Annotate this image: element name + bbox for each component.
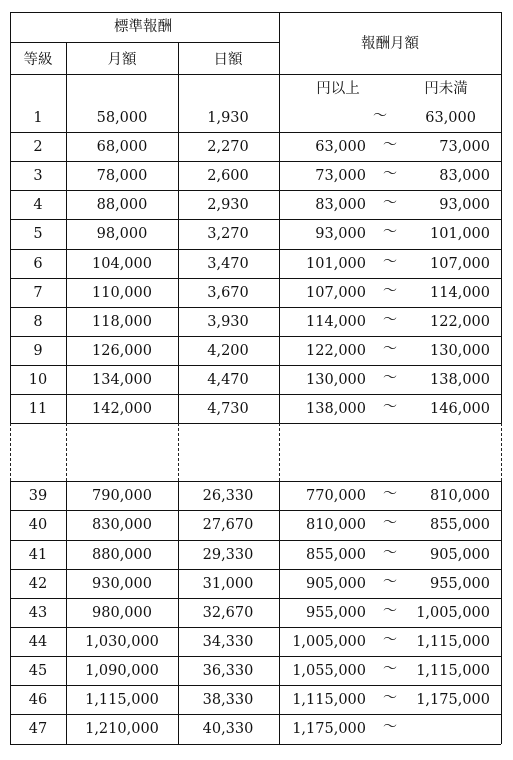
cell-daily-amount: 4,200 [207,342,249,359]
range-tilde: 〜 [373,107,387,124]
cell-grade: 9 [33,342,43,359]
table-rule [10,249,501,250]
cell-grade: 2 [33,138,43,155]
cell-grade: 10 [28,371,48,388]
cell-range-to: 1,115,000 [416,662,490,679]
cell-range-to: 130,000 [430,342,490,359]
cell-daily-amount: 26,330 [202,487,254,504]
cell-grade: 3 [33,167,43,184]
cell-monthly-amount: 98,000 [96,226,148,242]
omission-dashed-rule [178,423,179,481]
header-upper-bound-label: 円未満 [424,81,468,97]
cell-range-from: 122,000 [306,342,366,359]
cell-range-from: 1,115,000 [292,691,366,708]
cell-monthly-amount: 880,000 [92,546,152,563]
cell-daily-amount: 4,470 [207,371,249,388]
table-rule [10,394,501,395]
range-tilde: 〜 [383,398,397,415]
table-rule [10,307,501,308]
cell-daily-amount: 1,930 [207,109,249,126]
cell-monthly-amount: 110,000 [92,284,152,301]
range-tilde: 〜 [383,544,397,561]
omission-dashed-rule [501,423,502,481]
cell-grade: 6 [33,255,43,272]
cell-range-from: 1,175,000 [292,721,366,737]
cell-monthly-amount: 1,210,000 [85,721,159,737]
range-tilde: 〜 [383,515,397,531]
table-rule [10,685,501,686]
cell-daily-amount: 3,470 [207,255,249,272]
range-tilde: 〜 [383,224,397,240]
table-rule [10,161,501,162]
cell-range-from: 73,000 [315,167,366,184]
cell-range-from: 855,000 [306,546,366,563]
cell-range-from: 107,000 [306,284,366,301]
table-rule [10,336,501,337]
table-column-rule [178,42,179,423]
cell-range-to: 138,000 [430,371,490,388]
table-rule [10,598,501,599]
table-rule [10,569,501,570]
range-tilde: 〜 [383,485,397,502]
cell-grade: 4 [33,196,43,213]
cell-grade: 44 [28,633,48,650]
cell-range-to: 1,005,000 [416,604,490,621]
cell-daily-amount: 36,330 [202,662,254,679]
cell-monthly-amount: 980,000 [92,604,152,621]
range-tilde: 〜 [383,282,397,299]
cell-monthly-amount: 1,090,000 [85,662,159,679]
cell-range-from: 138,000 [306,400,366,417]
cell-range-to: 955,000 [430,575,490,592]
cell-range-to: 83,000 [439,167,490,184]
cell-monthly-amount: 1,030,000 [85,633,159,650]
table-rule [10,74,501,75]
table-rule [10,42,279,43]
cell-range-to: 855,000 [430,517,490,533]
cell-daily-amount: 32,670 [202,604,254,621]
cell-grade: 39 [28,487,48,504]
table-rule [10,219,501,220]
table-rule [10,481,501,482]
table-column-rule [10,12,11,423]
cell-grade: 8 [33,313,43,330]
cell-range-to: 101,000 [430,226,490,242]
table-rule [10,278,501,279]
cell-range-from: 63,000 [315,138,366,155]
cell-grade: 5 [33,226,43,242]
cell-range-from: 114,000 [306,313,366,330]
table-rule [10,744,501,745]
cell-range-from: 770,000 [306,487,366,504]
cell-grade: 7 [33,284,43,301]
cell-monthly-amount: 68,000 [96,138,148,155]
cell-range-from: 83,000 [315,196,366,213]
cell-range-from: 810,000 [306,517,366,533]
cell-monthly-amount: 790,000 [92,487,152,504]
cell-daily-amount: 3,930 [207,313,249,330]
table-rule [10,540,501,541]
header-standard-remuneration: 標準報酬 [114,19,172,35]
cell-monthly-amount: 930,000 [92,575,152,592]
range-tilde: 〜 [383,719,397,735]
cell-grade: 11 [28,400,48,417]
cell-range-to: 1,175,000 [416,691,490,708]
header-remuneration-range: 報酬月額 [361,36,419,52]
header-lower-bound-label: 円以上 [316,81,360,97]
table-rule [10,656,501,657]
cell-daily-amount: 38,330 [202,691,254,708]
table-rule [10,365,501,366]
header-daily: 日額 [213,52,243,68]
range-tilde: 〜 [383,311,397,328]
cell-daily-amount: 31,000 [202,575,254,592]
cell-range-to: 122,000 [430,313,490,330]
cell-grade: 41 [28,546,48,563]
cell-daily-amount: 2,270 [207,138,249,155]
table-rule [10,132,501,133]
cell-range-from: 93,000 [315,226,366,242]
cell-daily-amount: 34,330 [202,633,254,650]
range-tilde: 〜 [383,602,397,619]
header-grade: 等級 [23,52,53,68]
table-column-rule [66,42,67,423]
range-tilde: 〜 [383,253,397,270]
cell-range-to: 63,000 [425,109,476,126]
cell-range-from: 130,000 [306,371,366,388]
table-rule [10,190,501,191]
cell-range-from: 1,055,000 [292,662,366,679]
cell-monthly-amount: 126,000 [92,342,152,359]
cell-range-to: 810,000 [430,487,490,504]
table-column-rule [66,481,67,744]
cell-grade: 43 [28,604,48,621]
cell-range-to: 1,115,000 [416,633,490,650]
cell-grade: 46 [28,691,48,708]
table-rule [10,423,501,424]
cell-monthly-amount: 142,000 [92,400,152,417]
table-rule [10,714,501,715]
omission-dashed-rule [10,423,11,481]
cell-daily-amount: 3,270 [207,226,249,242]
cell-monthly-amount: 134,000 [92,371,152,388]
cell-grade: 45 [28,662,48,679]
table-rule [10,510,501,511]
table-column-rule [279,12,280,423]
range-tilde: 〜 [383,165,397,182]
table-column-rule [501,12,502,423]
cell-daily-amount: 29,330 [202,546,254,563]
range-tilde: 〜 [383,194,397,211]
cell-range-to: 107,000 [430,255,490,272]
range-tilde: 〜 [383,689,397,706]
cell-monthly-amount: 104,000 [92,255,152,272]
cell-daily-amount: 27,670 [202,517,254,533]
cell-range-from: 101,000 [306,255,366,272]
cell-range-to: 114,000 [430,284,490,301]
cell-grade: 42 [28,575,48,592]
header-monthly: 月額 [107,52,137,68]
table-rule [10,627,501,628]
omission-dashed-rule [66,423,67,481]
cell-range-from: 955,000 [306,604,366,621]
table-column-rule [178,481,179,744]
cell-range-from: 905,000 [306,575,366,592]
range-tilde: 〜 [383,136,397,153]
cell-monthly-amount: 1,115,000 [85,691,159,708]
range-tilde: 〜 [383,631,397,648]
omission-dashed-rule [279,423,280,481]
range-tilde: 〜 [383,660,397,677]
cell-daily-amount: 2,600 [207,167,249,184]
range-tilde: 〜 [383,573,397,590]
cell-daily-amount: 40,330 [202,721,254,737]
cell-monthly-amount: 118,000 [92,313,152,330]
cell-monthly-amount: 58,000 [96,109,148,126]
cell-monthly-amount: 88,000 [96,196,148,213]
cell-grade: 1 [33,109,43,126]
cell-grade: 47 [28,721,48,737]
cell-daily-amount: 3,670 [207,284,249,301]
cell-monthly-amount: 78,000 [96,167,148,184]
cell-range-to: 93,000 [439,196,490,213]
range-tilde: 〜 [383,340,397,357]
table-column-rule [501,481,502,744]
cell-daily-amount: 2,930 [207,196,249,213]
cell-range-from: 1,005,000 [292,633,366,650]
cell-grade: 40 [28,517,48,533]
cell-daily-amount: 4,730 [207,400,249,417]
range-tilde: 〜 [383,369,397,386]
table-column-rule [10,481,11,744]
cell-monthly-amount: 830,000 [92,517,152,533]
table-rule [10,12,501,13]
cell-range-to: 146,000 [430,400,490,417]
cell-range-to: 905,000 [430,546,490,563]
cell-range-to: 73,000 [439,138,490,155]
